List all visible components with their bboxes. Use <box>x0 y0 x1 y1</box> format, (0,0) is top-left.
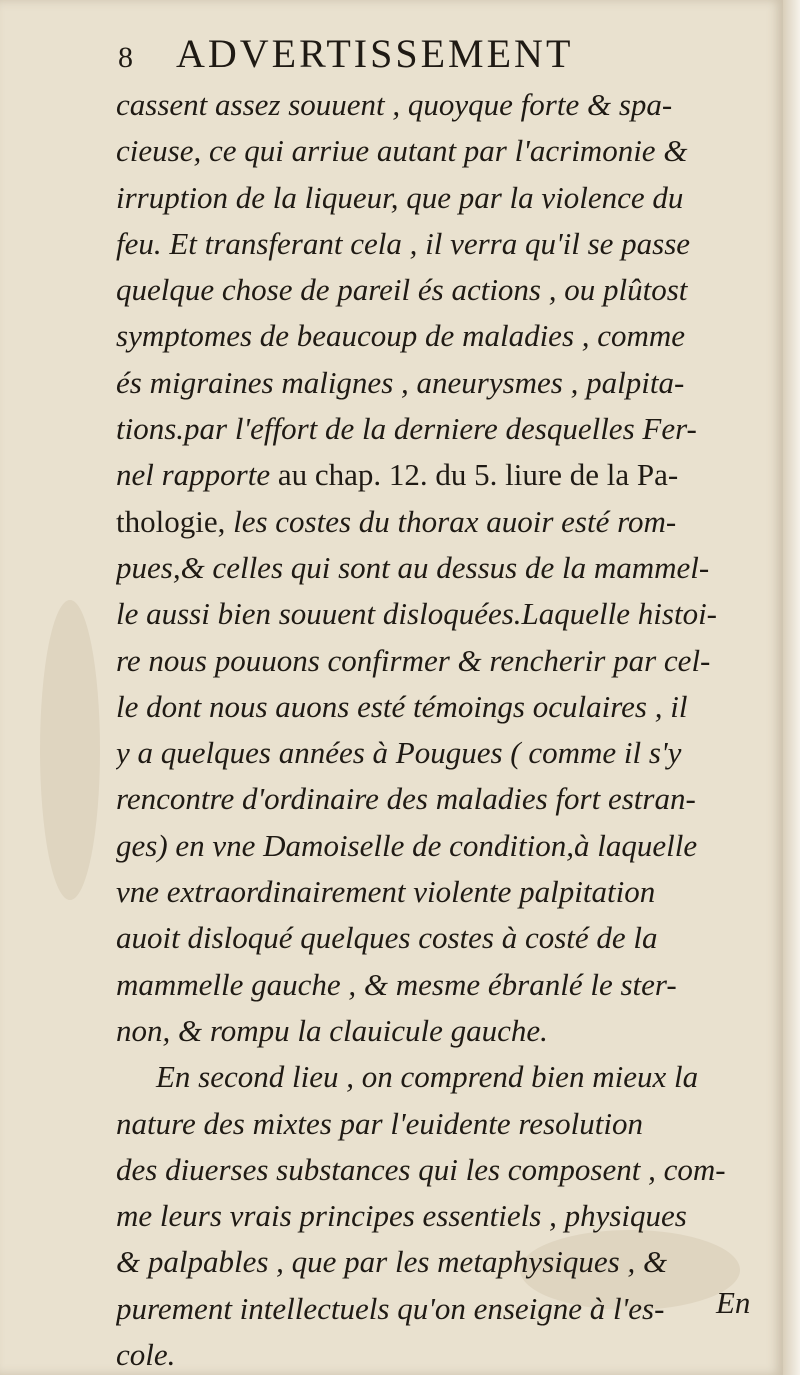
text-line: non, & rompu la clauicule gauche. <box>116 1012 548 1048</box>
text-line: mammelle gauche , & mesme ébranlé le ster- <box>116 966 677 1002</box>
page-edge <box>783 0 800 1375</box>
paragraph-start-line: En second lieu , on comprend bien mieux la <box>156 1059 699 1095</box>
text-line: cole. <box>116 1337 176 1373</box>
text-line: quelque chose de pareil és actions , ou plûtost <box>116 272 688 308</box>
text-line: re nous pouuons confirmer & rencherir par cel- <box>116 642 711 678</box>
text-line: & palpables , que par les metaphysiques , & <box>116 1244 668 1280</box>
text-line: pues,& celles qui sont au dessus de la mammel- <box>116 549 710 585</box>
text-line: irruption de la liqueur, que par la violence du <box>116 179 684 215</box>
text-line: symptomes de beaucoup de maladies , comme <box>116 318 686 354</box>
text-line: le aussi bien souuent disloquées.Laquelle histoi- <box>116 596 718 632</box>
text-line: ges) en vne Damoiselle de condition,à laquelle <box>116 827 698 863</box>
roman-text: au chap. 12. du 5. liure de la Pa- <box>277 457 679 493</box>
text-line: tions.par l'effort de la derniere desquelles Fer- <box>116 411 697 447</box>
page-stain <box>40 600 100 900</box>
running-header <box>118 31 574 76</box>
text-line: y a quelques années à Pougues ( comme il s'y <box>116 735 682 771</box>
text-line: des diuerses substances qui les composent , com- <box>116 1151 726 1187</box>
text-line: cassent assez souuent , quoyque forte & spa- <box>116 87 673 122</box>
text-line: purement intellectuels qu'on enseigne à l'es- <box>116 1290 665 1326</box>
running-title: ADVERTISSEMENT <box>176 31 574 76</box>
text-line: me leurs vrais principes essentiels , physiques <box>116 1198 687 1234</box>
page-number: 8 <box>118 41 136 74</box>
text-line: rencontre d'ordinaire des maladies fort estran- <box>116 781 696 817</box>
roman-text: thologie, <box>116 503 226 539</box>
text-line: auoit disloqué quelques costes à costé de la <box>116 920 658 956</box>
text-line: cieuse, ce qui arriue autant par l'acrimonie & <box>116 133 688 169</box>
text-line: nel rapporte au chap. 12. du 5. liure de la Pa- <box>116 457 679 493</box>
catchword: En <box>716 1285 751 1320</box>
text-line: le dont nous auons esté témoings oculaires , il <box>116 688 688 724</box>
text-block <box>116 82 764 1378</box>
text-line: és migraines malignes , aneurysmes , palpita- <box>116 364 685 400</box>
text-line: vne extraordinairement violente palpitation <box>116 874 656 910</box>
text-line: nature des mixtes par l'euidente resolution <box>116 1105 643 1141</box>
text-line: feu. Et transferant cela , il verra qu'il se passe <box>116 225 691 261</box>
text-line: thologie, les costes du thorax auoir esté rom- <box>116 503 677 539</box>
